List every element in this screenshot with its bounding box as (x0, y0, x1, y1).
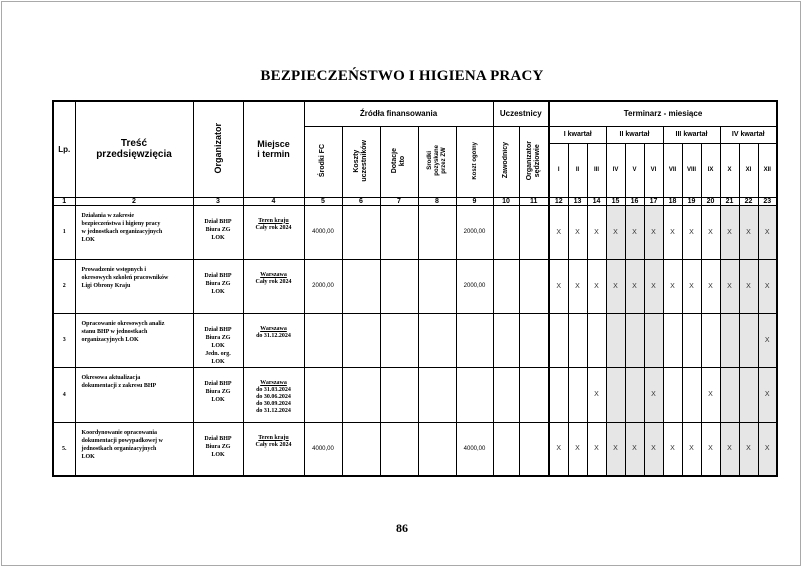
row-month-mark (663, 313, 682, 367)
row-lp: 3 (53, 313, 75, 367)
column-number: 1 (53, 197, 75, 205)
row-participants-value (493, 313, 519, 367)
header-funding-fc: Środki FC (304, 126, 342, 197)
column-number: 7 (380, 197, 418, 205)
row-task: Działania w zakresie bezpieczeństwa i higieny pracy w jednostkach organizacyjnych LOK (75, 205, 193, 259)
row-month-mark: X (758, 205, 777, 259)
row-funding-value (418, 205, 456, 259)
header-month-8: VIII (682, 143, 701, 197)
header-participants-athletes: Zawodnicy (493, 126, 519, 197)
row-place-location: Warszawa (260, 325, 287, 332)
row-task: Koordynowanie opracowania dokumentacji powypadkowej w jednostkach organizacyjnych LOK (75, 422, 193, 476)
row-funding-value (456, 367, 493, 422)
row-month-mark (587, 313, 606, 367)
header-lp: Lp. (53, 101, 75, 197)
header-funding-group: Źródła finansowania (304, 101, 493, 126)
row-month-mark: X (549, 205, 568, 259)
row-organizer: Dział BHP Biura ZG LOK (193, 422, 243, 476)
table-row (53, 313, 777, 367)
row-funding-value: 2000,00 (456, 205, 493, 259)
column-number: 17 (644, 197, 663, 205)
column-number: 3 (193, 197, 243, 205)
row-month-mark: X (701, 259, 720, 313)
row-month-mark: X (568, 422, 587, 476)
row-place (243, 313, 304, 367)
column-number: 8 (418, 197, 456, 205)
row-month-mark (606, 313, 625, 367)
row-month-mark: X (663, 422, 682, 476)
row-funding-value (418, 259, 456, 313)
row-funding-value (418, 422, 456, 476)
row-month-mark: X (739, 259, 758, 313)
column-number: 13 (568, 197, 587, 205)
row-funding-value: 4000,00 (304, 205, 342, 259)
row-funding-value (456, 313, 493, 367)
row-month-mark: X (758, 259, 777, 313)
header-funding-zw: Środki pozyskane przez ZW (418, 126, 456, 197)
row-month-mark: X (682, 205, 701, 259)
row-month-mark (682, 313, 701, 367)
header-month-5: V (625, 143, 644, 197)
row-participants-value (519, 313, 549, 367)
row-funding-value (418, 313, 456, 367)
row-month-mark: X (701, 422, 720, 476)
row-funding-value (342, 313, 380, 367)
page-number: 86 (396, 521, 408, 535)
column-number: 18 (663, 197, 682, 205)
header-participants-judges: Organizator sędziowie (519, 126, 549, 197)
row-month-mark: X (682, 259, 701, 313)
column-number: 10 (493, 197, 519, 205)
header-month-12: XII (758, 143, 777, 197)
row-month-mark (720, 313, 739, 367)
row-funding-value (342, 205, 380, 259)
column-number: 23 (758, 197, 777, 205)
row-place-date: Cały rok 2024 (255, 441, 292, 448)
row-funding-value (342, 422, 380, 476)
row-funding-value: 2000,00 (456, 259, 493, 313)
row-funding-value (380, 205, 418, 259)
row-month-mark (739, 367, 758, 422)
row-month-mark (720, 367, 739, 422)
row-place (243, 259, 304, 313)
row-place-location: Warszawa (260, 271, 287, 278)
row-funding-value: 2000,00 (304, 259, 342, 313)
row-month-mark (568, 367, 587, 422)
row-month-mark: X (644, 205, 663, 259)
row-task: Prowadzenie wstępnych i okresowych szkoleń pracowników Ligi Obrony Kraju (75, 259, 193, 313)
column-number: 9 (456, 197, 493, 205)
row-participants-value (493, 367, 519, 422)
row-organizer: Dział BHP Biura ZG LOK (193, 205, 243, 259)
row-month-mark (625, 367, 644, 422)
row-place (243, 205, 304, 259)
row-place-date: do 31.03.2024 do 30.06.2024 do 30.09.2024 do 31.12.2024 (256, 386, 291, 414)
column-number: 16 (625, 197, 644, 205)
header-month-6: VI (644, 143, 663, 197)
row-month-mark (568, 313, 587, 367)
row-participants-value (519, 259, 549, 313)
row-month-mark: X (663, 205, 682, 259)
row-lp: 4 (53, 367, 75, 422)
row-funding-value (304, 367, 342, 422)
row-funding-value: 4000,00 (456, 422, 493, 476)
row-funding-value (342, 367, 380, 422)
row-funding-value (380, 422, 418, 476)
row-funding-value (418, 367, 456, 422)
row-participants-value (493, 205, 519, 259)
row-month-mark: X (758, 313, 777, 367)
header-organizer: Organizator (193, 101, 243, 197)
row-month-mark: X (644, 259, 663, 313)
header-funding-total: Koszt ogólny (456, 126, 493, 197)
row-month-mark (644, 313, 663, 367)
column-number: 15 (606, 197, 625, 205)
row-month-mark (549, 367, 568, 422)
header-month-3: III (587, 143, 606, 197)
header-participants-group: Uczestnicy (493, 101, 549, 126)
row-month-mark: X (644, 422, 663, 476)
row-month-mark (739, 313, 758, 367)
header-quarter-2: II kwartał (606, 126, 663, 143)
row-month-mark: X (758, 367, 777, 422)
header-schedule-group: Terminarz - miesiące (549, 101, 777, 126)
header-month-4: IV (606, 143, 625, 197)
column-number: 11 (519, 197, 549, 205)
row-participants-value (519, 367, 549, 422)
row-month-mark: X (587, 367, 606, 422)
table-row (53, 259, 777, 313)
row-month-mark: X (682, 422, 701, 476)
table-row (53, 205, 777, 259)
row-funding-value (380, 313, 418, 367)
header-quarter-3: III kwartał (663, 126, 720, 143)
row-month-mark: X (568, 205, 587, 259)
header-month-7: VII (663, 143, 682, 197)
column-number: 19 (682, 197, 701, 205)
row-month-mark (663, 367, 682, 422)
row-organizer: Dział BHP Biura ZG LOK Jedn. org. LOK (193, 313, 243, 367)
header-month-2: II (568, 143, 587, 197)
row-month-mark: X (758, 422, 777, 476)
column-number: 14 (587, 197, 606, 205)
row-month-mark: X (606, 205, 625, 259)
header-month-1: I (549, 143, 568, 197)
row-month-mark: X (720, 259, 739, 313)
row-lp: 2 (53, 259, 75, 313)
row-month-mark: X (625, 259, 644, 313)
header-month-9: IX (701, 143, 720, 197)
row-month-mark (625, 313, 644, 367)
row-month-mark: X (701, 367, 720, 422)
row-month-mark: X (587, 422, 606, 476)
row-month-mark: X (625, 205, 644, 259)
row-participants-value (493, 259, 519, 313)
row-place-date: Cały rok 2024 (255, 278, 292, 285)
row-month-mark: X (587, 259, 606, 313)
row-lp: 1 (53, 205, 75, 259)
row-month-mark (549, 313, 568, 367)
plan-table (52, 100, 778, 477)
row-place (243, 367, 304, 422)
row-organizer: Dział BHP Biura ZG LOK (193, 259, 243, 313)
header-month-11: XI (739, 143, 758, 197)
row-month-mark (701, 313, 720, 367)
table-row (53, 422, 777, 476)
header-quarter-1: I kwartał (549, 126, 606, 143)
row-month-mark: X (701, 205, 720, 259)
page-title: BEZPIECZEŃSTWO I HIGIENA PRACY (260, 68, 544, 84)
column-number: 22 (739, 197, 758, 205)
header-place: Miejsce i termin (243, 101, 304, 197)
row-participants-value (519, 422, 549, 476)
column-number: 6 (342, 197, 380, 205)
row-month-mark: X (663, 259, 682, 313)
table-row (53, 367, 777, 422)
row-funding-value (304, 313, 342, 367)
row-month-mark: X (720, 205, 739, 259)
row-participants-value (519, 205, 549, 259)
row-funding-value (342, 259, 380, 313)
row-place (243, 422, 304, 476)
row-month-mark: X (644, 367, 663, 422)
row-month-mark: X (606, 259, 625, 313)
row-task: Okresowa aktualizacja dokumentacji z zakresu BHP (75, 367, 193, 422)
row-place-location: Warszawa (260, 379, 287, 386)
header-task: Treść przedsięwzięcia (75, 101, 193, 197)
row-task: Opracowanie okresowych analiz stanu BHP w jednostkach organizacyjnych LOK (75, 313, 193, 367)
row-place-location: Teren kraju (258, 217, 289, 224)
header-quarter-4: IV kwartał (720, 126, 777, 143)
column-number: 21 (720, 197, 739, 205)
row-month-mark: X (568, 259, 587, 313)
row-month-mark: X (587, 205, 606, 259)
row-month-mark: X (739, 205, 758, 259)
row-month-mark: X (606, 422, 625, 476)
header-funding-participant-costs: Koszty uczestników (342, 126, 380, 197)
header-funding-grants: Dotacje kto (380, 126, 418, 197)
row-month-mark (606, 367, 625, 422)
row-place-date: do 31.12.2024 (256, 332, 291, 339)
header-month-10: X (720, 143, 739, 197)
column-number: 4 (243, 197, 304, 205)
row-month-mark: X (720, 422, 739, 476)
row-place-date: Cały rok 2024 (255, 224, 292, 231)
row-month-mark: X (625, 422, 644, 476)
column-number: 2 (75, 197, 193, 205)
row-place-location: Teren kraju (258, 434, 289, 441)
row-month-mark: X (549, 259, 568, 313)
row-funding-value: 4000,00 (304, 422, 342, 476)
row-month-mark (682, 367, 701, 422)
column-number: 12 (549, 197, 568, 205)
row-lp: 5. (53, 422, 75, 476)
column-number: 5 (304, 197, 342, 205)
row-organizer: Dział BHP Biura ZG LOK (193, 367, 243, 422)
column-number: 20 (701, 197, 720, 205)
row-funding-value (380, 259, 418, 313)
row-participants-value (493, 422, 519, 476)
row-month-mark: X (739, 422, 758, 476)
row-month-mark: X (549, 422, 568, 476)
row-funding-value (380, 367, 418, 422)
